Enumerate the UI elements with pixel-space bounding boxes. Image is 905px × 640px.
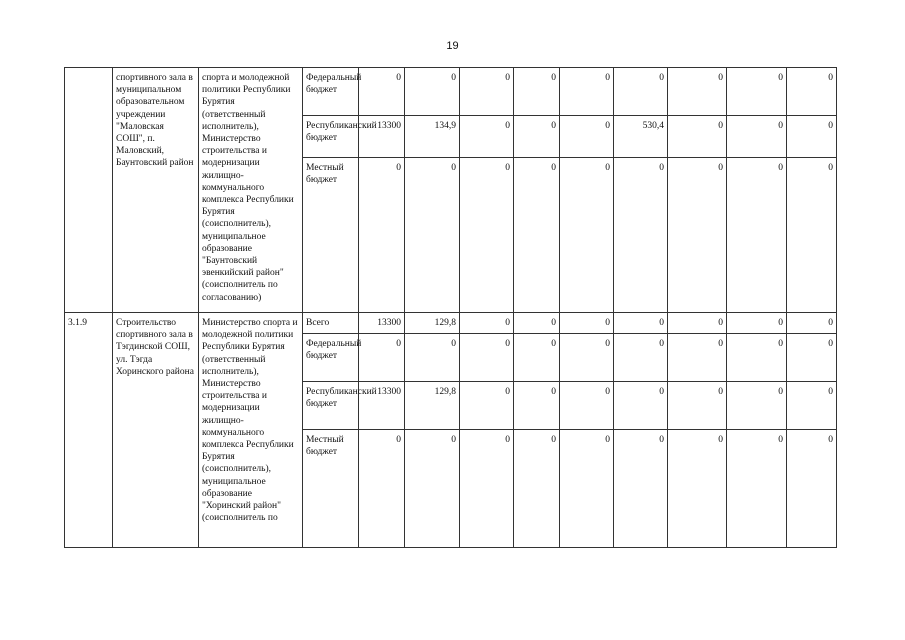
value-cell: 0 <box>727 313 787 334</box>
value-cell: 0 <box>614 158 668 313</box>
item-name: спортивного зала в муниципальном образовательном учреждении "Маловская СОШ", п. Маловский, Баунтовский район <box>113 68 199 313</box>
budget-table <box>64 67 837 548</box>
value-cell: 0 <box>668 116 727 158</box>
value-cell: 0 <box>460 430 514 548</box>
value-cell: 0 <box>405 68 460 116</box>
value-cell: 0 <box>560 430 614 548</box>
value-cell: 0 <box>787 334 837 382</box>
value-cell: 0 <box>560 116 614 158</box>
value-cell: 0 <box>359 334 405 382</box>
value-cell: 0 <box>560 313 614 334</box>
value-cell: 0 <box>405 430 460 548</box>
value-cell: 0 <box>787 430 837 548</box>
value-cell: 0 <box>514 430 560 548</box>
value-cell: 0 <box>460 158 514 313</box>
table-row <box>65 68 837 116</box>
value-cell: 0 <box>514 68 560 116</box>
value-cell: 0 <box>560 334 614 382</box>
value-cell: 0 <box>560 158 614 313</box>
value-cell: 129,8 <box>405 313 460 334</box>
item-name: Строительство спортивного зала в Тэгдинской СОШ, ул. Тэгда Хоринского района <box>113 313 199 548</box>
value-cell: 13300 <box>359 382 405 430</box>
value-cell: 0 <box>614 382 668 430</box>
funding-source: Местный бюджет <box>303 430 359 548</box>
value-cell: 0 <box>787 68 837 116</box>
value-cell: 0 <box>727 116 787 158</box>
value-cell: 0 <box>359 158 405 313</box>
funding-source: Республиканский бюджет <box>303 116 359 158</box>
value-cell: 0 <box>668 430 727 548</box>
table-row <box>65 313 837 334</box>
value-cell: 0 <box>668 334 727 382</box>
value-cell: 0 <box>614 430 668 548</box>
value-cell: 0 <box>514 382 560 430</box>
value-cell: 0 <box>787 313 837 334</box>
value-cell: 0 <box>359 68 405 116</box>
funding-source: Федеральный бюджет <box>303 334 359 382</box>
funding-source: Местный бюджет <box>303 158 359 313</box>
value-cell: 0 <box>727 334 787 382</box>
value-cell: 0 <box>787 158 837 313</box>
funding-source: Федеральный бюджет <box>303 68 359 116</box>
value-cell: 13300 <box>359 313 405 334</box>
value-cell: 0 <box>787 382 837 430</box>
value-cell: 0 <box>727 68 787 116</box>
value-cell: 0 <box>614 68 668 116</box>
page-number: 19 <box>446 40 459 52</box>
value-cell: 0 <box>514 116 560 158</box>
item-executors: Министерство спорта и молодежной политики Республики Бурятия (ответственный исполнитель), Министерство строительства и модернизации жилищно-коммунального комплекса Республики Бурятия (соисполнитель), муниципальное образование "Хоринский район" (соисполнитель по <box>199 313 303 548</box>
value-cell: 0 <box>514 334 560 382</box>
value-cell: 0 <box>727 158 787 313</box>
value-cell: 0 <box>727 382 787 430</box>
value-cell: 0 <box>614 313 668 334</box>
value-cell: 0 <box>668 313 727 334</box>
item-code <box>65 68 113 313</box>
value-cell: 0 <box>460 334 514 382</box>
value-cell: 0 <box>359 430 405 548</box>
value-cell: 0 <box>668 158 727 313</box>
funding-source: Всего <box>303 313 359 334</box>
value-cell: 0 <box>787 116 837 158</box>
value-cell: 0 <box>560 382 614 430</box>
funding-source: Республиканский бюджет <box>303 382 359 430</box>
value-cell: 530,4 <box>614 116 668 158</box>
value-cell: 0 <box>614 334 668 382</box>
value-cell: 13300 <box>359 116 405 158</box>
value-cell: 129,8 <box>405 382 460 430</box>
value-cell: 0 <box>668 68 727 116</box>
value-cell: 0 <box>460 313 514 334</box>
value-cell: 0 <box>514 158 560 313</box>
value-cell: 0 <box>460 116 514 158</box>
item-executors: спорта и молодежной политики Республики Бурятия (ответственный исполнитель), Министерство строительства и модернизации жилищно-коммунального комплекса Республики Бурятия (соисполнитель), муниципальное образование "Баунтовский эвенкийский район" (соисполнитель по согласованию) <box>199 68 303 313</box>
value-cell: 0 <box>514 313 560 334</box>
value-cell: 0 <box>727 430 787 548</box>
value-cell: 134,9 <box>405 116 460 158</box>
value-cell: 0 <box>405 334 460 382</box>
value-cell: 0 <box>668 382 727 430</box>
item-code: 3.1.9 <box>65 313 113 548</box>
value-cell: 0 <box>460 382 514 430</box>
value-cell: 0 <box>405 158 460 313</box>
value-cell: 0 <box>560 68 614 116</box>
value-cell: 0 <box>460 68 514 116</box>
